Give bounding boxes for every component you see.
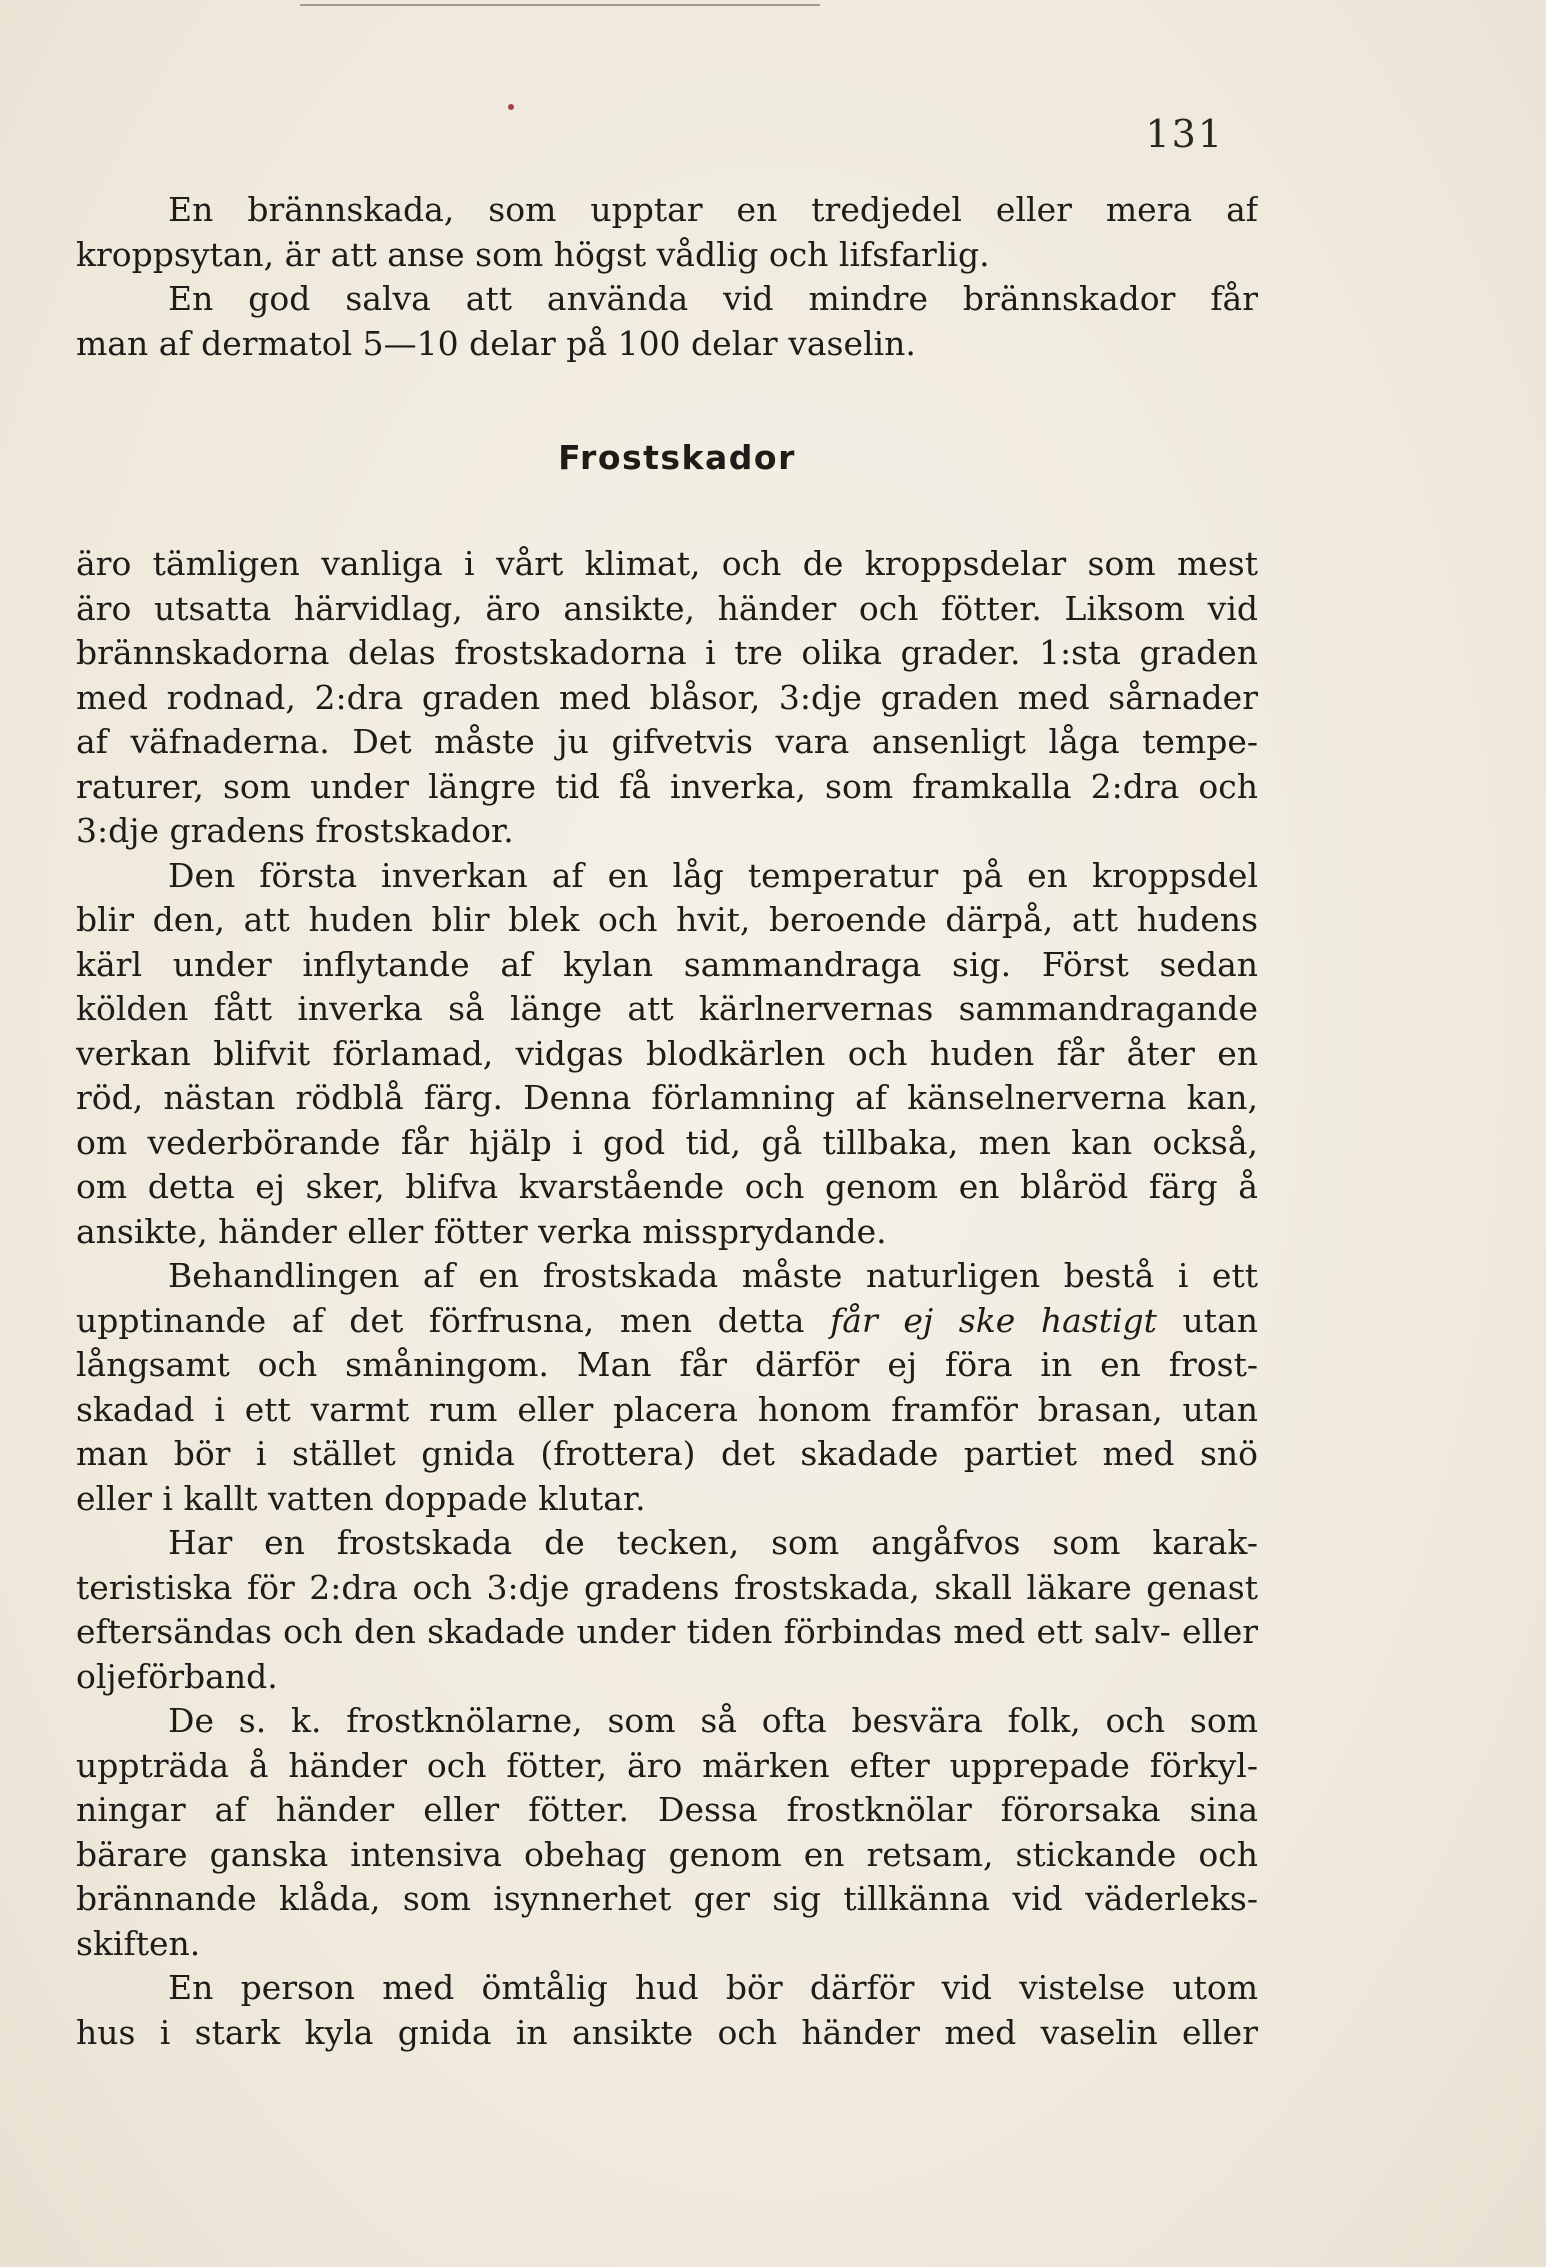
text-line: blir den, att huden blir blek och hvit, beroende därpå, att hudens bbox=[76, 900, 1258, 939]
text-line: äro utsatta härvidlag, äro ansikte, händer och fötter. Liksom vid bbox=[76, 588, 1258, 628]
text-line: man bör i stället gnida (frottera) det skadade partiet med snö bbox=[76, 1434, 1258, 1473]
text-line: ansikte, händer eller fötter verka missprydande. bbox=[76, 1211, 887, 1251]
text-line: uppträda å händer och fötter, äro märken efter upprepade förkyl- bbox=[76, 1745, 1258, 1785]
paragraph bbox=[76, 1699, 1258, 1966]
paragraph bbox=[76, 188, 1258, 277]
text-line: hus i stark kyla gnida in ansikte och händer med vaselin eller bbox=[76, 2012, 1258, 2052]
text-line: kroppsytan, är att anse som högst vådlig och lifsfarlig. bbox=[76, 234, 990, 274]
text-line: af väfnaderna. Det måste ju gifvetvis vara ansenligt låga tempe- bbox=[76, 722, 1258, 761]
text-run: upptinande af det förfrusna, men detta bbox=[76, 1300, 831, 1340]
text-line: De s. k. frostknölarne, som så ofta besvära folk, och som bbox=[168, 1701, 1258, 1740]
text-line: ningar af händer eller fötter. Dessa frostknölar förorsaka sina bbox=[76, 1790, 1258, 1829]
text-line: man af dermatol 5—10 delar på 100 delar vaselin. bbox=[76, 323, 916, 363]
text-line: verkan blifvit förlamad, vidgas blodkärlen och huden får åter en bbox=[76, 1033, 1258, 1073]
text-line: 3:dje gradens frostskador. bbox=[76, 811, 514, 850]
section-heading: Frostskador bbox=[558, 438, 796, 477]
paragraphs-after-heading bbox=[76, 542, 1258, 2055]
text-line: om detta ej sker, blifva kvarstående och genom en blåröd färg å bbox=[76, 1167, 1258, 1206]
text-line: brännande klåda, som isynnerhet ger sig tillkänna vid väderleks- bbox=[76, 1879, 1258, 1918]
text-line: Behandlingen af en frostskada måste naturligen bestå i ett bbox=[168, 1256, 1258, 1295]
text-line: brännskadorna delas frostskadorna i tre olika grader. 1:sta graden bbox=[76, 633, 1258, 672]
text-line: skadad i ett varmt rum eller placera honom framför brasan, utan bbox=[76, 1389, 1258, 1429]
text-line: En god salva att använda vid mindre brännskador får bbox=[168, 279, 1258, 318]
paragraphs-before-heading bbox=[76, 188, 1258, 366]
body-text bbox=[76, 188, 1258, 2055]
text-line: oljeförband. bbox=[76, 1656, 278, 1696]
paragraph bbox=[76, 1521, 1258, 1699]
text-line: om vederbörande får hjälp i god tid, gå tillbaka, men kan också, bbox=[76, 1122, 1258, 1162]
text-line: med rodnad, 2:dra graden med blåsor, 3:dje graden med sårnader bbox=[76, 677, 1258, 717]
text-line: En person med ömtålig hud bör därför vid vistelse utom bbox=[168, 1968, 1258, 2007]
paragraph bbox=[76, 542, 1258, 854]
text-line: Den första inverkan af en låg temperatur på en kroppsdel bbox=[168, 855, 1258, 895]
text-line: eller i kallt vatten doppade klutar. bbox=[76, 1478, 646, 1518]
text-line: raturer, som under längre tid få inverka, som framkalla 2:dra och bbox=[76, 766, 1258, 806]
red-ink-speck bbox=[508, 104, 514, 110]
text-line: kärl under inflytande af kylan sammandraga sig. Först sedan bbox=[76, 944, 1258, 984]
text-line: långsamt och småningom. Man får därför ej föra in en frost- bbox=[76, 1345, 1258, 1384]
paragraph bbox=[76, 277, 1258, 366]
text-line: teristiska för 2:dra och 3:dje gradens frostskada, skall läkare genast bbox=[76, 1567, 1258, 1607]
italic-emphasis: får ej ske hastigt bbox=[830, 1300, 1157, 1340]
text-line bbox=[76, 1299, 1258, 1344]
text-line: kölden fått inverka så länge att kärlnervernas sammandragande bbox=[76, 989, 1258, 1028]
text-line: röd, nästan rödblå färg. Denna förlamning af känselnerverna kan, bbox=[76, 1078, 1258, 1117]
text-line: Har en frostskada de tecken, som angåfvos som karak- bbox=[168, 1523, 1258, 1562]
paragraph bbox=[76, 854, 1258, 1255]
text-line: skiften. bbox=[76, 1923, 201, 1963]
text-line: äro tämligen vanliga i vårt klimat, och de kroppsdelar som mest bbox=[76, 544, 1258, 583]
text-line: bärare ganska intensiva obehag genom en retsam, stickande och bbox=[76, 1834, 1258, 1874]
top-edge-rule bbox=[300, 4, 820, 6]
text-line: En brännskada, som upptar en tredjedel eller mera af bbox=[168, 190, 1258, 229]
paragraph bbox=[76, 1254, 1258, 1521]
text-line: eftersändas och den skadade under tiden förbindas med ett salv- eller bbox=[76, 1612, 1258, 1651]
page-number: 131 bbox=[1145, 112, 1224, 156]
text-run: utan bbox=[1156, 1300, 1258, 1340]
paragraph bbox=[76, 1966, 1258, 2055]
